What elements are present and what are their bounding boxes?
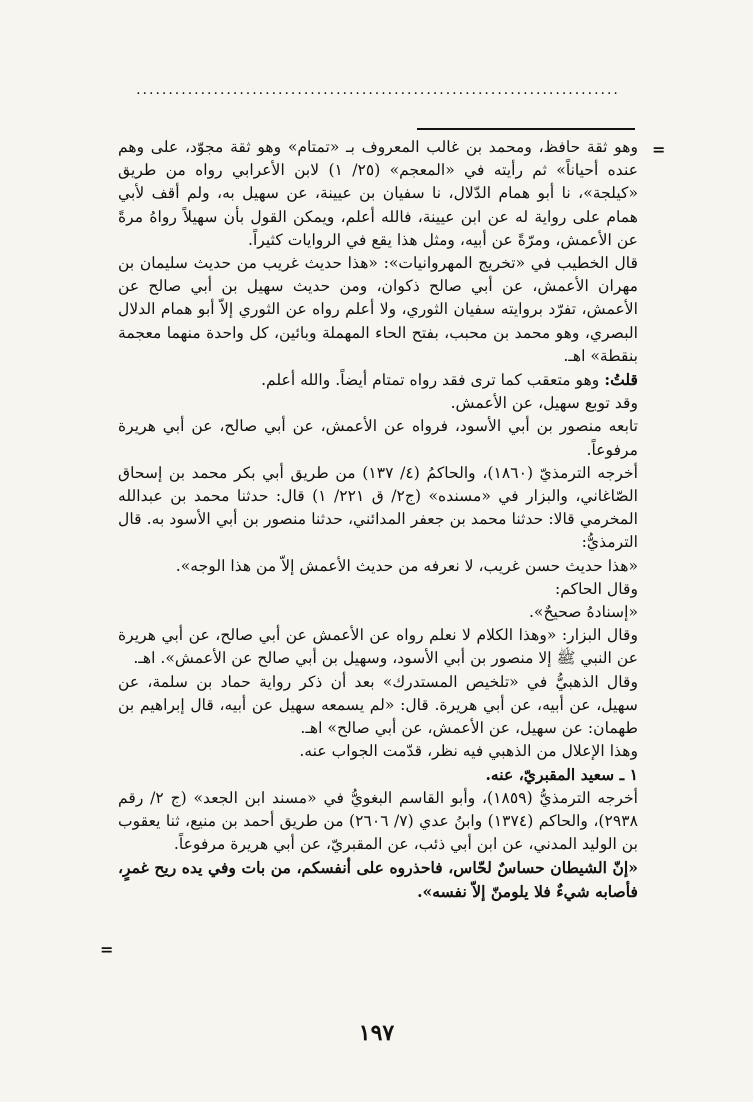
paragraph-1: وهو ثقة حافظ، ومحمد بن غالب المعروف بـ «تمتام» وهو ثقة مجوّد، على وهم عنده أحياناً» ثم رأيته في «المعجم» (٢٥/ ١) لابن الأعرابي رواه من طريق «كيلجة»، نا أبو همام الدّلال، نا سفيان بن عيينة، عن سهيل به، ولم أقف لأبي همام على رواية له عن ابن عيينة، فالله أعلم، ويمكن القول بأن سهيلاً رواهُ مرةً عن الأعمش، ومرّةً عن أبيه، ومثل هذا يقع في الروايات كثيراً.	[118, 138, 638, 249]
paragraph-4: وقد توبع سهيل، عن الأعمش.	[450, 394, 638, 413]
paragraph-11: وقال الذهبيُّ في «تلخيص المستدرك» بعد أن ذكر رواية حماد بن سلمة، عن سهيل، عن أبيه، عن أبي هريرة. قال: «لم يسمعه سهيل عن أبيه، قال إبراهيم بن طهمان: عن سهيل، عن الأعمش، عن أبي صالح» اهـ.	[118, 672, 638, 738]
header-dots: ...........................................................................	[136, 82, 620, 98]
paragraph-2: قال الخطيب في «تخريج المهروانيات»: «هذا حديث غريب من حديث سليمان بن مهران الأعمش، عن أبي صالح ذكوان، ومن حديث سهيل بن أبي صالح عن الأعمش، تفرّد بروايته سفيان الثوري، ولا أعلم رواه عن الثوري إلاّ أبو همام الدلال البصري، وهو محمد بن محبب، بفتح الحاء المهملة وبائين، كل واحدة منهما معجمة بنقطة» اهـ.	[118, 254, 638, 365]
qult-label: قلتُ:	[604, 370, 638, 390]
hadith-quote: «إنّ الشيطان حساسٌ لحّاس، فاحذروه على أنفسكم، من بات وفي يده ريح غمرٍ، فأصابه شيءٌ فلا يلومنّ إلاّ نفسه».	[118, 858, 638, 901]
paragraph-8: وقال الحاكم:	[555, 579, 638, 598]
paragraph-12: وهذا الإعلال من الذهبي فيه نظر، قدّمت الجواب عنه.	[299, 742, 638, 761]
section-heading: ١ ـ سعيد المقبريّ، عنه.	[485, 765, 638, 785]
paragraph-7: «هذا حديث حسن غريب، لا نعرفه من حديث الأعمش إلاّ من هذا الوجه».	[175, 556, 638, 575]
paragraph-5: تابعه منصور بن أبي الأسود، فرواه عن الأعمش، عن أبي صالح، عن أبي هريرة مرفوعاً.	[118, 417, 638, 459]
footnote-rule	[417, 128, 635, 130]
paragraph-10: وقال البزار: «وهذا الكلام لا نعلم رواه عن الأعمش عن أبي صالح، عن أبي هريرة عن النبي ﷺ إلا منصور بن أبي الأسود، وسهيل بن أبي صالح عن الأعمش». اهـ.	[118, 626, 638, 668]
continuation-marker-bottom: =	[100, 940, 114, 959]
continuation-marker-top: =	[652, 140, 666, 159]
paragraph-14: أخرجه الترمذيُّ (١٨٥٩)، وأبو القاسم البغويُّ في «مسند ابن الجعد» (ج ٢/ رقم ٢٩٣٨)، والحاكم (١٣٧٤) وابنُ عدي (٧/ ٢٦٠٦) من طريق أحمد بن منيع، ثنا يعقوب بن الوليد المدني، عن ابن أبي ذئب، عن المقبريّ، عن أبي هريرة مرفوعاً.	[118, 788, 639, 854]
page-number: ١٩٧	[358, 1020, 395, 1046]
paragraph-qult	[118, 368, 638, 392]
paragraph-6: أخرجه الترمذيّ (١٨٦٠)، والحاكمُ (٤/ ١٣٧) من طريق أبي بكر محمد بن إسحاق الصّاغاني، والبزار في «مسنده» (ج٢/ ق ٢٢١/ ١) قال: حدثنا محمد بن عبدالله المخرمي قالا: حدثنا محمد بن جعفر المدائني، حدثنا منصور بن أبي الأسود به. قال الترمذيُّ:	[118, 463, 638, 552]
qult-text: وهو متعقب كما ترى فقد رواه تمتام أيضاً. والله أعلم.	[261, 371, 600, 390]
paragraph-9: «إسنادهُ صحيحٌ».	[528, 603, 638, 622]
body-text	[118, 136, 638, 903]
